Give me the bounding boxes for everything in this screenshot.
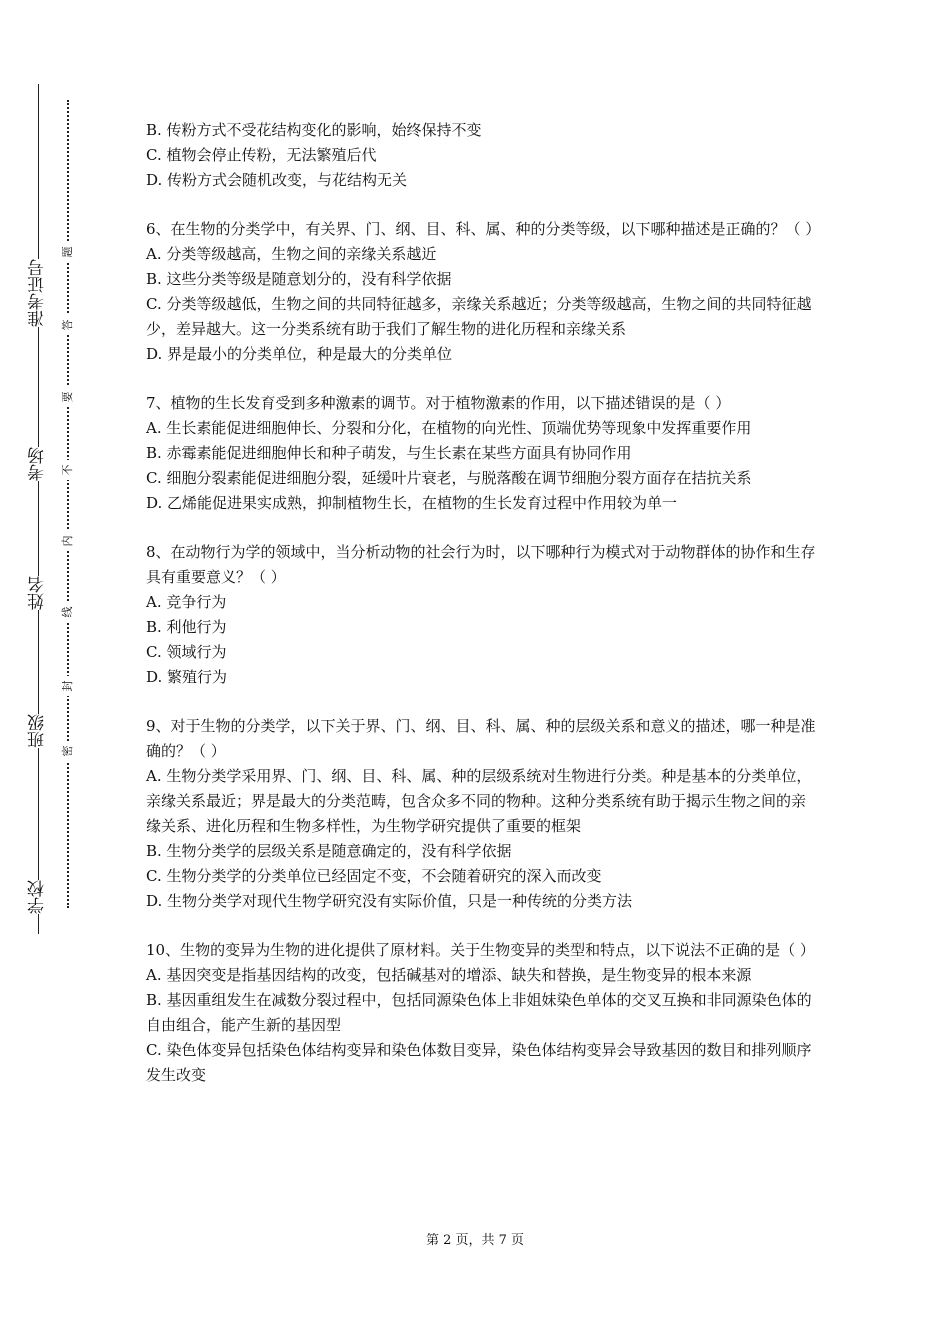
field-school: 学校 [22, 880, 54, 914]
question-5-continued [146, 118, 818, 193]
question-stem: 9、对于生物的分类学，以下关于界、门、纲、目、科、属、种的层级关系和意义的描述，哪一种是准确的？（ ） [146, 717, 816, 760]
seal-char: 答 [59, 315, 77, 335]
option-d: D. 界是最小的分类单位，种是最大的分类单位 [146, 345, 453, 363]
info-solid-line [38, 84, 39, 934]
question-10 [146, 938, 818, 1088]
question-stem: 8、在动物行为学的领域中，当分析动物的社会行为时，以下哪种行为模式对于动物群体的协作和生存具有重要意义？（ ） [146, 543, 816, 586]
field-class: 班级 [22, 714, 54, 748]
field-exam-room: 考场 [22, 447, 54, 481]
option-b: B. 赤霉素能促进细胞伸长和种子萌发，与生长素在某些方面具有协同作用 [146, 444, 632, 462]
option-b: B. 利他行为 [146, 618, 227, 636]
option-d: D. 繁殖行为 [146, 668, 228, 686]
option-d: D. 传粉方式会随机改变，与花结构无关 [146, 171, 408, 189]
exam-content [146, 118, 821, 1112]
option-c: C. 分类等级越低，生物之间的共同特征越多，亲缘关系越近；分类等级越高，生物之间的共同特征越少，差异越大。这一分类系统有助于我们了解生物的进化历程和亲缘关系 [146, 295, 812, 338]
option-a: A. 生长素能促进细胞伸长、分裂和分化，在植物的向光性、顶端优势等现象中发挥重要作用 [146, 419, 752, 437]
option-c: C. 细胞分裂素能促进细胞分裂，延缓叶片衰老，与脱落酸在调节细胞分裂方面存在拮抗关系 [146, 469, 752, 487]
option-c: C. 生物分类学的分类单位已经固定不变，不会随着研究的深入而改变 [146, 867, 602, 885]
option-b: B. 这些分类等级是随意划分的，没有科学依据 [146, 270, 452, 288]
seal-char: 要 [59, 387, 77, 407]
seal-dotted-line [67, 100, 69, 908]
option-d: D. 生物分类学对现代生物学研究没有实际价值，只是一种传统的分类方法 [146, 892, 633, 910]
seal-char: 题 [59, 242, 77, 262]
question-8 [146, 540, 818, 690]
binding-margin [0, 0, 110, 1344]
seal-char: 密 [59, 741, 77, 761]
option-a: A. 生物分类学采用界、门、纲、目、科、属、种的层级系统对生物进行分类。种是基本的分类单位，亲缘关系最近；界是最大的分类范畴，包含众多不同的物种。这种分类系统有助于揭示生物之间的亲缘关系、进化历程和生物多样性，为生物学研究提供了重要的框架 [146, 767, 812, 835]
page-number: 第 2 页，共 7 页 [425, 1233, 525, 1248]
question-stem: 10、生物的变异为生物的进化提供了原材料。关于生物变异的类型和特点，以下说法不正确的是（ ） [146, 941, 815, 959]
option-a: A. 基因突变是指基因结构的改变，包括碱基对的增添、缺失和替换，是生物变异的根本来源 [146, 966, 752, 984]
question-stem: 6、在生物的分类学中，有关界、门、纲、目、科、属、种的分类等级，以下哪种描述是正确的？（ ） [146, 220, 821, 238]
field-admission-number: 准考证号 [22, 259, 54, 327]
option-b: B. 生物分类学的层级关系是随意确定的，没有科学依据 [146, 842, 512, 860]
option-c: C. 领域行为 [146, 643, 227, 661]
option-d: D. 乙烯能促进果实成熟，抑制植物生长，在植物的生长发育过程中作用较为单一 [146, 494, 678, 512]
option-a: A. 竞争行为 [146, 593, 227, 611]
question-stem: 7、植物的生长发育受到多种激素的调节。对于植物激素的作用，以下描述错误的是（ ） [146, 394, 731, 412]
option-c: C. 染色体变异包括染色体结构变异和染色体数目变异，染色体结构变异会导致基因的数目和排列顺序发生改变 [146, 1041, 812, 1084]
question-9 [146, 714, 818, 914]
field-name: 姓名 [22, 576, 54, 610]
option-a: A. 分类等级越高，生物之间的亲缘关系越近 [146, 245, 437, 263]
question-6 [146, 217, 821, 367]
seal-char: 封 [59, 676, 77, 696]
option-b: B. 传粉方式不受花结构变化的影响，始终保持不变 [146, 121, 482, 139]
seal-char: 内 [59, 531, 77, 551]
option-c: C. 植物会停止传粉，无法繁殖后代 [146, 146, 377, 164]
seal-char: 线 [59, 602, 77, 622]
option-b: B. 基因重组发生在减数分裂过程中，包括同源染色体上非姐妹染色单体的交叉互换和非同源染色体的自由组合，能产生新的基因型 [146, 991, 812, 1034]
seal-char: 不 [59, 460, 77, 480]
question-7 [146, 391, 818, 516]
